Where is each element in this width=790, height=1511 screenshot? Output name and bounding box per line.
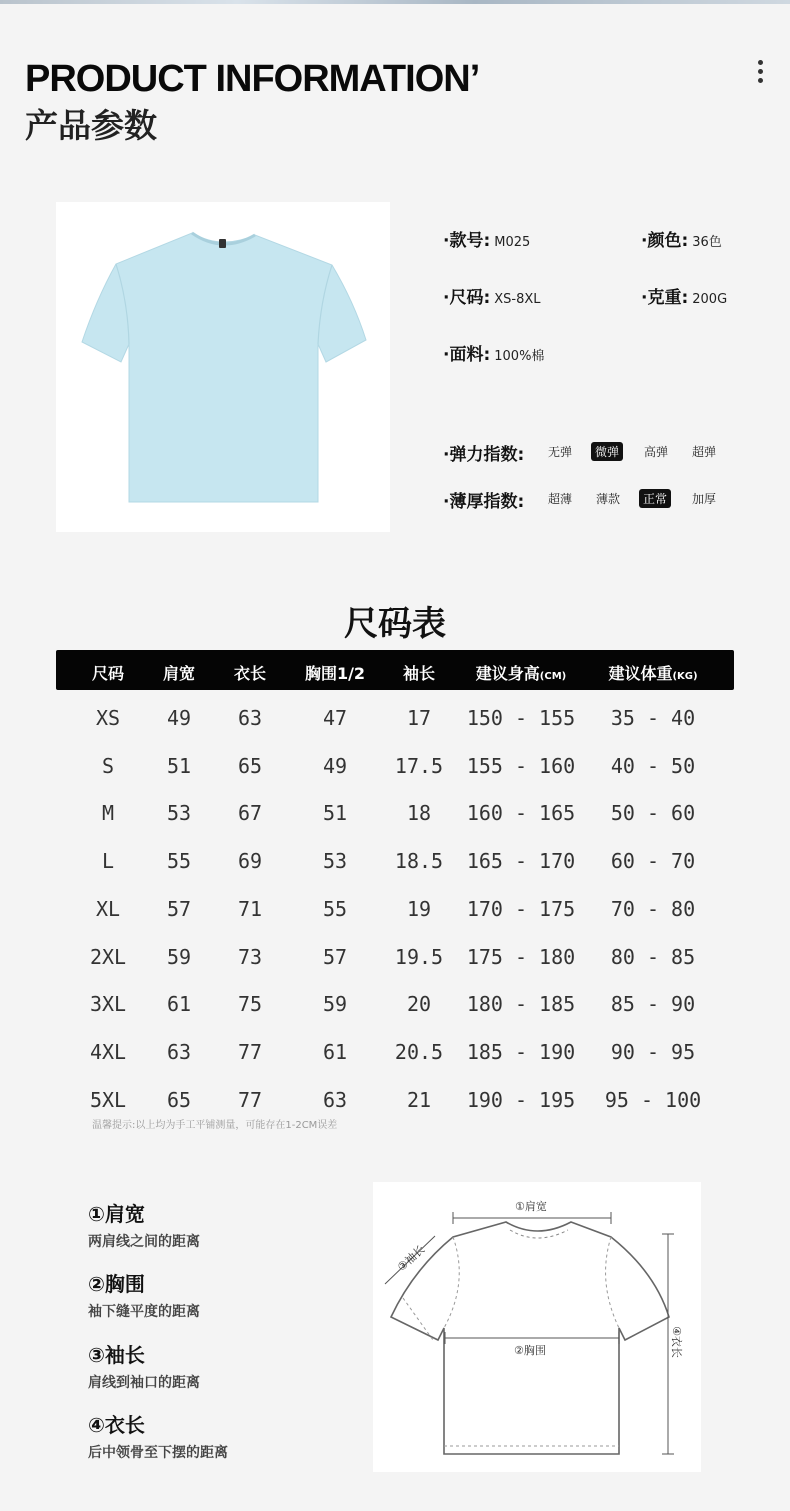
table-cell: 180 - 185 [466, 992, 576, 1017]
table-cell: 67 [237, 801, 263, 826]
table-cell: 53 [322, 849, 348, 874]
table-cell: 3XL [89, 992, 127, 1017]
table-cell: 70 - 80 [610, 896, 696, 921]
more-vertical-icon[interactable] [754, 58, 766, 88]
table-cell: 35 - 40 [610, 706, 696, 730]
table-cell: 63 [237, 706, 263, 730]
table-cell: 61 [166, 992, 192, 1017]
spec-style: ·款号: M025 [443, 231, 531, 251]
spec-size: ·尺码: XS-8XL [443, 288, 541, 308]
table-cell: 50 - 60 [610, 801, 696, 826]
table-cell: 19.5 [394, 944, 444, 969]
table-cell: 57 [166, 896, 192, 921]
table-cell: 47 [322, 706, 348, 730]
table-cell: 4XL [89, 1039, 127, 1064]
table-cell: 51 [322, 801, 348, 826]
table-cell: 53 [166, 801, 192, 826]
col-header: 胸围1/2 [304, 664, 366, 683]
table-cell: 17.5 [394, 753, 444, 778]
measurement-diagram [373, 1182, 701, 1472]
elasticity-option: 高弹 [644, 445, 669, 459]
table-cell: 59 [322, 992, 348, 1017]
diagram-label-sleeve: ③袖长 [395, 1242, 428, 1274]
col-header: 肩宽 [162, 664, 196, 683]
elasticity-option: 无弹 [548, 445, 573, 459]
product-photo [56, 202, 390, 532]
spec-fabric: ·面料: 100%棉 [443, 345, 545, 365]
size-table-header [56, 650, 734, 690]
table-cell: 65 [237, 753, 263, 778]
table-cell: 71 [237, 896, 263, 921]
table-cell: 59 [166, 944, 192, 969]
table-cell: 49 [322, 753, 348, 778]
tshirt-image [56, 202, 390, 532]
thickness-option: 薄款 [596, 492, 621, 506]
table-cell: 18.5 [394, 849, 444, 874]
table-cell: 80 - 85 [610, 944, 696, 969]
table-cell: 77 [237, 1087, 263, 1112]
col-header: 衣长 [233, 664, 267, 683]
tshirt-outline [373, 1182, 701, 1472]
table-cell: 63 [166, 1039, 192, 1064]
table-cell: 49 [166, 706, 192, 730]
thickness-option-selected: 正常 [639, 489, 671, 508]
table-cell: 60 - 70 [610, 849, 696, 874]
table-cell: 2XL [89, 944, 127, 969]
diagram-label-shoulder: ①肩宽 [515, 1200, 547, 1213]
page-title-cn: 产品参数 [25, 106, 157, 145]
diagram-label-chest: ②胸围 [514, 1344, 546, 1357]
table-cell: 69 [237, 849, 263, 874]
table-cell: 155 - 160 [466, 753, 576, 778]
table-cell: 61 [322, 1039, 348, 1064]
table-cell: 160 - 165 [466, 801, 576, 826]
table-cell: 165 - 170 [466, 849, 576, 874]
col-header: 尺码 [91, 664, 125, 683]
spec-weight: ·克重: 200G [641, 288, 728, 308]
elasticity-option-selected: 微弹 [591, 442, 623, 461]
measurement-chest: ②胸围 袖下缝平度的距离 [88, 1272, 200, 1320]
col-header-weight: 建议体重(KG) [608, 664, 698, 683]
diagram-label-length: ④衣长 [669, 1326, 683, 1358]
table-cell: 40 - 50 [610, 753, 696, 778]
table-cell: 190 - 195 [466, 1087, 576, 1112]
table-cell: 175 - 180 [466, 944, 576, 969]
elasticity-option: 超弹 [692, 445, 717, 459]
measurement-shoulder: ①肩宽 两肩线之间的距离 [88, 1202, 200, 1250]
col-header-height: 建议身高(CM) [475, 664, 567, 683]
table-cell: 17 [406, 706, 432, 730]
table-note: 温馨提示:以上均为手工平铺测量，可能存在1-2CM误差 [92, 1120, 338, 1131]
table-cell: 18 [406, 801, 432, 826]
table-cell: 21 [406, 1087, 432, 1112]
spec-color: ·颜色: 36色 [641, 231, 722, 251]
table-cell: XS [95, 706, 121, 730]
table-cell: 150 - 155 [466, 706, 576, 730]
table-cell: 20 [406, 992, 432, 1017]
table-cell: 51 [166, 753, 192, 778]
table-cell: 19 [406, 896, 432, 921]
table-cell: 95 - 100 [604, 1087, 702, 1112]
top-banner-strip [0, 0, 790, 4]
table-cell: 75 [237, 992, 263, 1017]
table-cell: 55 [166, 849, 192, 874]
table-cell: 85 - 90 [610, 992, 696, 1017]
elasticity-scale: ·弹力指数: 无弹 微弹 高弹 超弹 [443, 440, 524, 465]
table-cell: 63 [322, 1087, 348, 1112]
thickness-option: 加厚 [692, 492, 717, 506]
page-title-en: PRODUCT INFORMATION’ [25, 58, 480, 100]
table-cell: 5XL [89, 1087, 127, 1112]
table-cell: 73 [237, 944, 263, 969]
table-cell: 185 - 190 [466, 1039, 576, 1064]
table-cell: S [101, 753, 115, 778]
table-cell: 77 [237, 1039, 263, 1064]
table-cell: 65 [166, 1087, 192, 1112]
table-cell: XL [95, 896, 121, 921]
table-cell: L [101, 849, 115, 874]
thickness-option: 超薄 [548, 492, 573, 506]
measurement-length: ④衣长 后中领骨至下摆的距离 [88, 1413, 228, 1461]
table-cell: 90 - 95 [610, 1039, 696, 1064]
thickness-scale: ·薄厚指数: 超薄 薄款 正常 加厚 [443, 487, 524, 512]
col-header: 袖长 [402, 664, 436, 683]
table-cell: 20.5 [394, 1039, 444, 1064]
size-table-title: 尺码表 [344, 604, 446, 644]
table-cell: M [101, 801, 115, 826]
table-cell: 57 [322, 944, 348, 969]
table-cell: 55 [322, 896, 348, 921]
measurement-sleeve: ③袖长 肩线到袖口的距离 [88, 1343, 200, 1391]
table-cell: 170 - 175 [466, 896, 576, 921]
